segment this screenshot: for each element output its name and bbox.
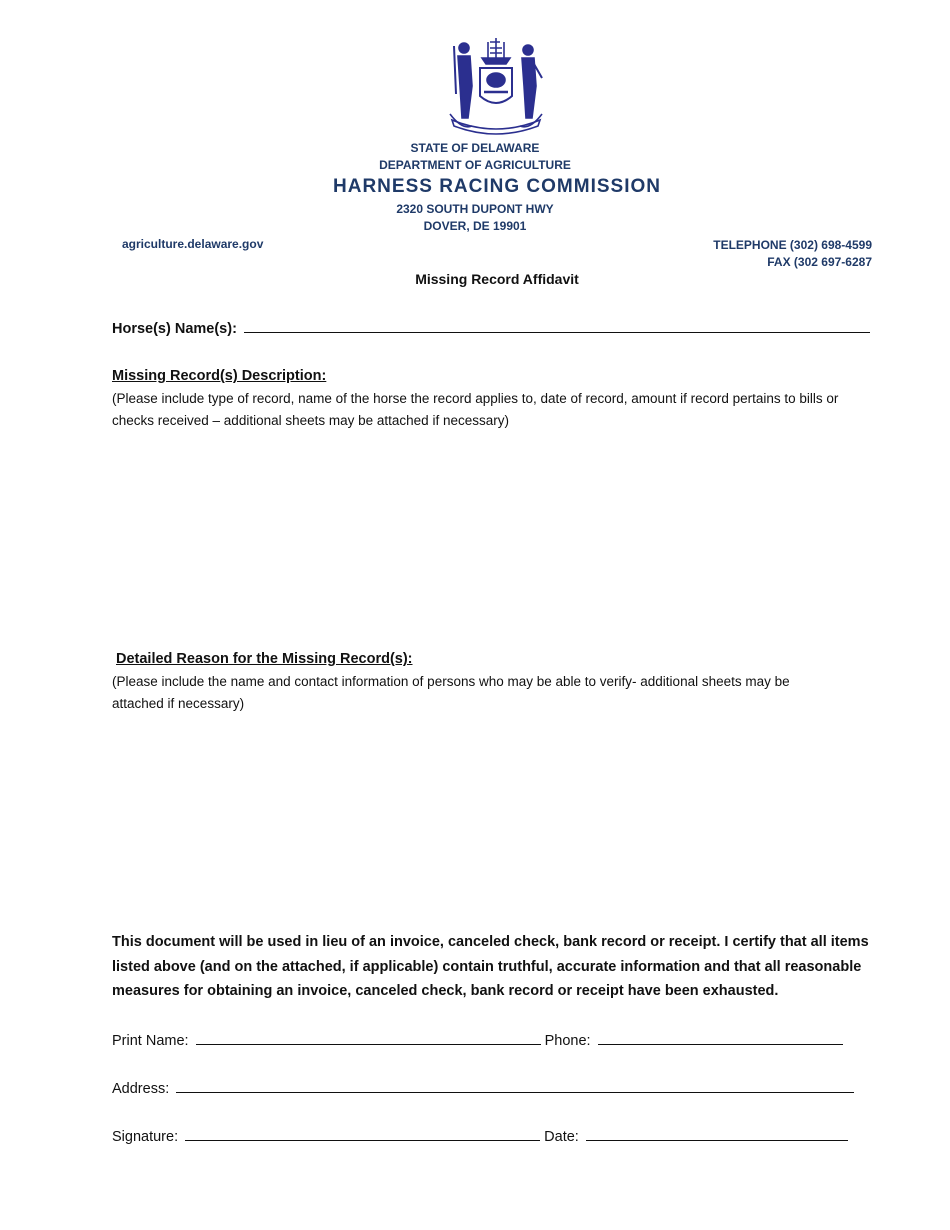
phone-input[interactable] [598,1030,843,1045]
description-area[interactable] [112,440,882,630]
state-name: STATE OF DELAWARE [410,141,540,155]
telephone-number: TELEPHONE (302) 698-4599 [713,238,872,252]
city-address: DOVER, DE 19901 [423,219,527,233]
commission-name: HARNESS RACING COMMISSION [333,176,661,197]
address-input[interactable] [176,1078,854,1093]
certification-statement: This document will be used in lieu of an invoice, canceled check, bank record or receipt. I certify that all items listed above (and on the attached, if applicable) contain truthful, accurate information and that all reasonable measures for obtaining an invoice, canceled check, bank record or receipt have been exhausted. [112,934,869,999]
signature-row [112,1126,848,1145]
print-name-input[interactable] [196,1030,541,1045]
form-title: Missing Record Affidavit [415,271,579,287]
signature-input[interactable] [185,1126,540,1141]
description-heading: Missing Record(s) Description: [112,368,327,384]
reason-heading: Detailed Reason for the Missing Record(s): [116,651,413,667]
fax-number: FAX (302 697-6287 [767,255,872,269]
delaware-seal-icon [442,34,550,136]
contact-block [713,237,872,271]
signature-label: Signature: [112,1129,179,1145]
date-label: Date: [544,1129,579,1145]
horse-name-input[interactable] [244,318,870,333]
print-name-label: Print Name: [112,1033,189,1049]
address-label: Address: [112,1081,170,1097]
phone-label: Phone: [544,1033,591,1049]
reason-note: (Please include the name and contact information of persons who may be able to verify- additional sheets may be attached if necessary) [112,674,790,711]
date-input[interactable] [586,1126,848,1141]
address-row [112,1078,854,1097]
website-link[interactable]: agriculture.delaware.gov [122,237,264,251]
horse-name-field [112,318,870,337]
horse-name-label: Horse(s) Name(s): [112,321,237,337]
street-address: 2320 SOUTH DUPONT HWY [396,202,554,216]
description-note: (Please include type of record, name of the horse the record applies to, date of record, amount if record pertains to bills or checks received – additional sheets may be attached if necessary) [112,391,839,428]
print-name-row [112,1030,843,1049]
reason-area[interactable] [112,722,882,912]
department-name: DEPARTMENT OF AGRICULTURE [379,158,571,172]
